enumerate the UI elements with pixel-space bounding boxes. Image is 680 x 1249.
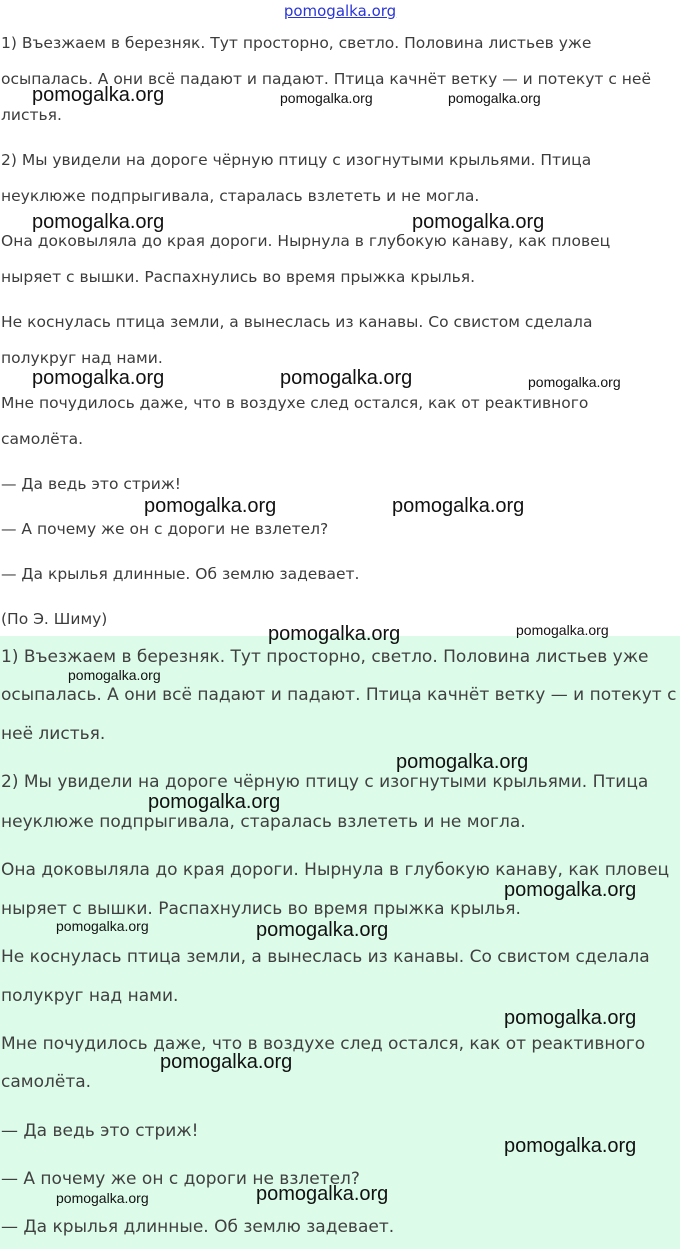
- text-line: неуклюже подпрыгивала, старалась взлететь и не могла.: [1, 812, 526, 832]
- text-line: полукруг над нами.: [1, 349, 163, 367]
- watermark: pomogalka.org: [256, 919, 389, 941]
- text-line: Не коснулась птица земли, а вынеслась из канавы. Со свистом сделала: [1, 313, 593, 331]
- source-attribution: (По Э. Шиму): [1, 610, 108, 628]
- text-line: Она доковыляла до края дороги. Нырнула в глубокую канаву, как пловец: [1, 232, 611, 250]
- watermark: pomogalka.org: [32, 211, 165, 233]
- watermark: pomogalka.org: [256, 1183, 389, 1205]
- watermark: pomogalka.org: [144, 495, 277, 517]
- text-line: — Да крылья длинные. Об землю задевает.: [1, 1217, 395, 1237]
- watermark: pomogalka.org: [68, 667, 161, 683]
- watermark: pomogalka.org: [32, 84, 165, 106]
- watermark: pomogalka.org: [148, 791, 281, 813]
- text-line: самолёта.: [1, 430, 84, 448]
- text-line: Она доковыляла до края дороги. Нырнула в глубокую канаву, как пловец: [1, 860, 670, 880]
- watermark: pomogalka.org: [504, 1007, 637, 1029]
- text-line: — А почему же он с дороги не взлетел?: [1, 520, 329, 538]
- watermark: pomogalka.org: [396, 751, 529, 773]
- text-line: Не коснулась птица земли, а вынеслась из канавы. Со свистом сделала: [1, 947, 650, 967]
- watermark: pomogalka.org: [160, 1051, 293, 1073]
- text-line: 1) Въезжаем в березняк. Тут просторно, светло. Половина листьев уже: [1, 647, 649, 667]
- site-link[interactable]: pomogalka.org: [283, 2, 397, 20]
- watermark: pomogalka.org: [504, 879, 637, 901]
- text-line: осыпалась. А они всё падают и падают. Птица качнёт ветку — и потекут с: [1, 685, 677, 705]
- text-line: самолёта.: [1, 1072, 92, 1092]
- watermark: pomogalka.org: [448, 90, 541, 106]
- text-line: полукруг над нами.: [1, 986, 179, 1006]
- text-line: листья.: [1, 106, 62, 124]
- text-line: ныряет с вышки. Распахнулись во время прыжка крылья.: [1, 268, 476, 286]
- text-line: Мне почудилось даже, что в воздухе след остался, как от реактивного: [1, 1034, 646, 1054]
- watermark: pomogalka.org: [392, 495, 525, 517]
- text-line: — А почему же он с дороги не взлетел?: [1, 1169, 360, 1189]
- watermark: pomogalka.org: [32, 367, 165, 389]
- text-line: неуклюже подпрыгивала, старалась взлететь и не могла.: [1, 187, 480, 205]
- text-line: — Да ведь это стриж!: [1, 1121, 199, 1141]
- text-line: Мне почудилось даже, что в воздухе след остался, как от реактивного: [1, 394, 589, 412]
- text-line: ныряет с вышки. Распахнулись во время прыжка крылья.: [1, 899, 521, 919]
- text-line: 2) Мы увидели на дороге чёрную птицу с изогнутыми крыльями. Птица: [1, 151, 592, 169]
- watermark: pomogalka.org: [56, 918, 149, 934]
- text-line: неё листья.: [1, 724, 106, 744]
- watermark: pomogalka.org: [56, 1190, 149, 1206]
- watermark: pomogalka.org: [280, 90, 373, 106]
- watermark: pomogalka.org: [528, 374, 621, 390]
- text-line: осыпалась. А они всё падают и падают. Птица качнёт ветку — и потекут с неё: [1, 70, 651, 88]
- text-line: 1) Въезжаем в березняк. Тут просторно, светло. Половина листьев уже: [1, 34, 592, 52]
- text-line: 2) Мы увидели на дороге чёрную птицу с изогнутыми крыльями. Птица: [1, 772, 649, 792]
- watermark: pomogalka.org: [412, 211, 545, 233]
- watermark: pomogalka.org: [516, 622, 609, 638]
- watermark: pomogalka.org: [504, 1135, 637, 1157]
- text-line: — Да ведь это стриж!: [1, 475, 181, 493]
- text-line: — Да крылья длинные. Об землю задевает.: [1, 565, 360, 583]
- watermark: pomogalka.org: [280, 367, 413, 389]
- watermark: pomogalka.org: [268, 623, 401, 645]
